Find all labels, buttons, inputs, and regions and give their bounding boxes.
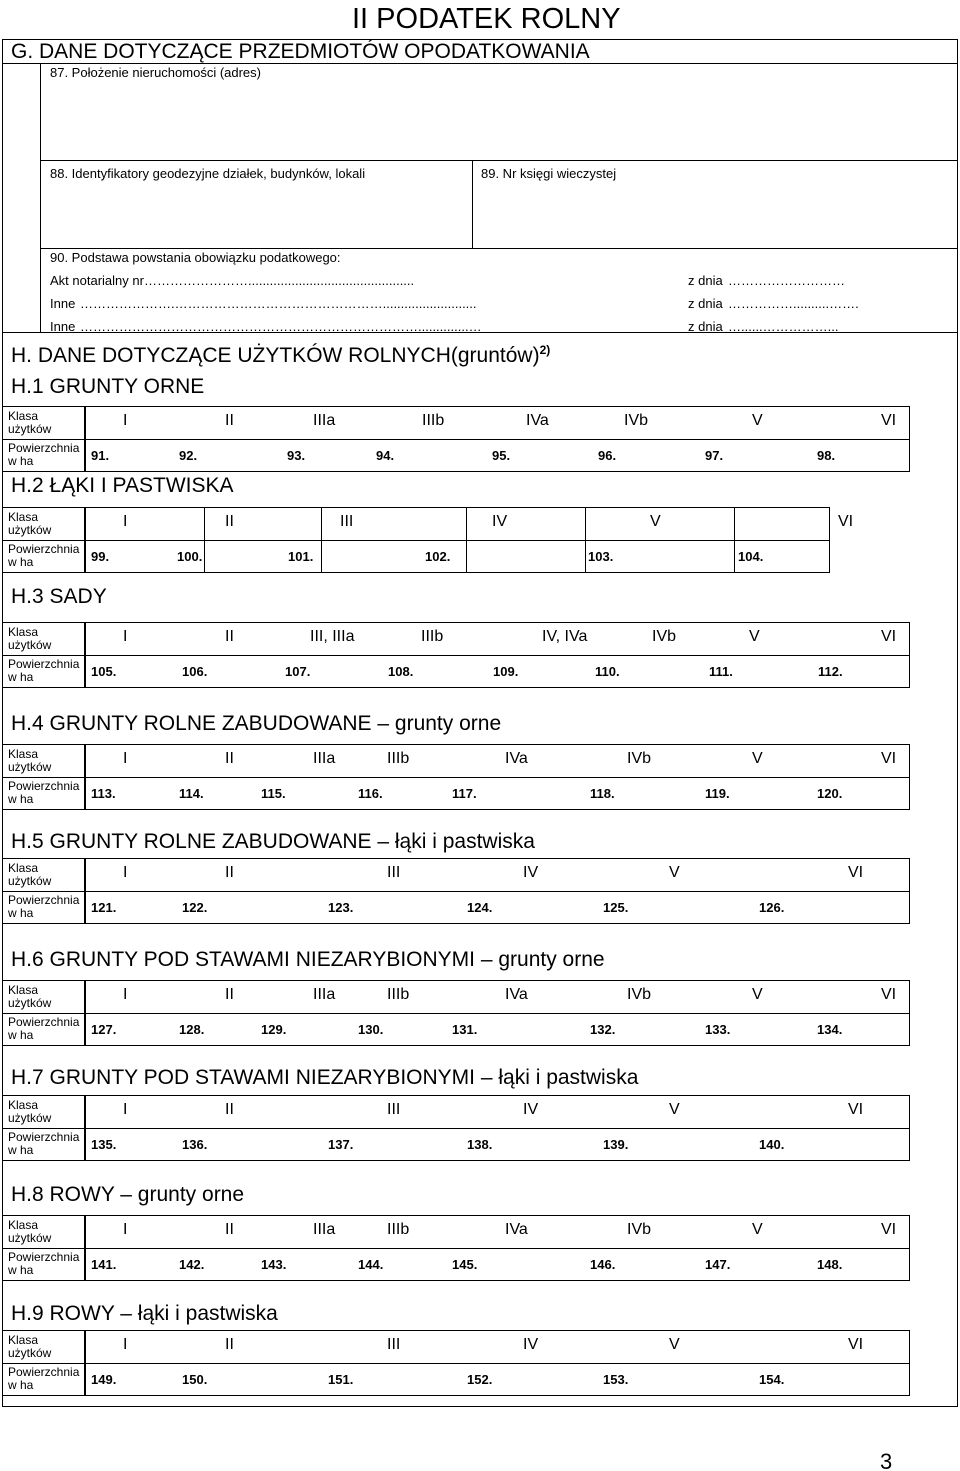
area-field[interactable]: 146. (590, 1257, 616, 1272)
basis-label: Inne (50, 319, 76, 334)
label-line: Powierzchnia (8, 1015, 80, 1029)
subsection-title: H.8 ROWY – grunty orne (11, 1183, 245, 1206)
label-line: w ha (8, 670, 34, 684)
area-field[interactable]: 114. (179, 786, 204, 801)
class-label: V (669, 1336, 680, 1353)
area-field[interactable]: 99. (91, 549, 110, 564)
klasa-label (3, 407, 85, 439)
area-field[interactable]: 112. (818, 664, 843, 679)
class-label: IVa (505, 750, 528, 767)
class-label: IV, IVa (542, 628, 588, 645)
label-line: w ha (8, 1028, 34, 1042)
area-row (85, 1363, 909, 1395)
class-label: II (225, 628, 234, 645)
area-field[interactable]: 102. (425, 549, 451, 564)
area-field[interactable]: 148. (817, 1257, 843, 1272)
field-87-input[interactable] (41, 82, 957, 158)
class-label: V (752, 750, 763, 767)
class-label: IIIa (313, 412, 336, 429)
area-field[interactable]: 152. (467, 1372, 493, 1387)
area-field[interactable]: 96. (598, 448, 617, 463)
area-field[interactable]: 150. (182, 1372, 208, 1387)
row-label-column (2, 980, 86, 1046)
label-line: użytków (8, 760, 52, 774)
field-89-label: 89. Nr księgi wieczystej (481, 166, 617, 181)
area-field[interactable]: 92. (179, 448, 198, 463)
label-line: w ha (8, 1378, 34, 1392)
basis-date-label: z dnia (688, 273, 723, 288)
label-line: użytków (8, 638, 52, 652)
label-line: w ha (8, 1263, 34, 1277)
label-line: użytków (8, 874, 52, 888)
class-label: I (123, 750, 128, 767)
powierzchnia-label (3, 891, 85, 923)
class-label: V (669, 1101, 680, 1118)
label-line: Klasa (8, 1098, 39, 1112)
subsection-title: H.9 ROWY – łąki i pastwiska (11, 1302, 278, 1325)
label-line: Powierzchnia (8, 1130, 80, 1144)
basis-line[interactable] (50, 273, 950, 291)
area-field[interactable]: 154. (759, 1372, 785, 1387)
class-row (85, 407, 909, 439)
label-line: Klasa (8, 510, 39, 524)
area-row (85, 891, 909, 923)
class-label: VI (881, 628, 897, 645)
area-field[interactable]: 122. (182, 900, 208, 915)
class-area-table (84, 406, 910, 472)
area-field[interactable]: 94. (376, 448, 395, 463)
class-area-table (84, 1095, 910, 1161)
label-line: Powierzchnia (8, 542, 80, 556)
subsection-title: H.5 GRUNTY ROLNE ZABUDOWANE – łąki i pastwiska (11, 830, 535, 853)
powierzchnia-label (3, 777, 85, 809)
basis-date-label: z dnia (688, 319, 723, 334)
area-row (85, 655, 909, 687)
class-label: II (225, 513, 234, 530)
area-field[interactable]: 115. (261, 786, 286, 801)
row-label-column (2, 858, 86, 924)
klasa-label (3, 859, 85, 891)
column-divider (734, 541, 735, 573)
class-label: VI (881, 412, 897, 429)
basis-fill: ……………………………………………………………………..............… (80, 319, 482, 334)
powierzchnia-label (3, 1013, 85, 1045)
subsection-title: H.2 ŁĄKI I PASTWISKA (11, 474, 234, 497)
area-field[interactable]: 101. (288, 549, 314, 564)
area-field[interactable]: 153. (603, 1372, 629, 1387)
area-field[interactable]: 144. (358, 1257, 384, 1272)
label-line: Klasa (8, 747, 39, 761)
basis-line[interactable] (50, 296, 950, 314)
area-field[interactable]: 111. (709, 664, 733, 679)
class-row (85, 1216, 909, 1248)
area-field[interactable]: 151. (328, 1372, 354, 1387)
basis-fill: ………………….………………………………………….......................... (80, 296, 477, 311)
class-label: VI (881, 986, 897, 1003)
class-label: IVb (624, 412, 649, 429)
class-area-table (84, 507, 854, 573)
class-label: IVb (652, 628, 677, 645)
class-label: IIIa (313, 986, 336, 1003)
area-field[interactable]: 118. (590, 786, 615, 801)
area-field[interactable]: 142. (179, 1257, 205, 1272)
powierzchnia-label (3, 1128, 85, 1160)
area-field[interactable]: 121. (91, 900, 117, 915)
field-89-input[interactable] (473, 184, 957, 246)
area-field[interactable]: 129. (261, 1022, 287, 1037)
area-field[interactable]: 138. (467, 1137, 493, 1152)
section-h-title (11, 343, 550, 368)
label-line: w ha (8, 792, 34, 806)
column-divider (321, 541, 322, 573)
area-field[interactable]: 123. (328, 900, 354, 915)
class-label: I (123, 864, 128, 881)
subsection-title: H.4 GRUNTY ROLNE ZABUDOWANE – grunty orne (11, 712, 502, 735)
class-label: III, IIIa (310, 628, 355, 645)
class-row (85, 745, 909, 777)
class-label: IV (492, 513, 508, 530)
area-field[interactable]: 137. (328, 1137, 354, 1152)
class-label: IVb (627, 1221, 652, 1238)
basis-date-fill: ……………………… (728, 273, 845, 288)
area-row (85, 439, 909, 471)
label-line: w ha (8, 555, 34, 569)
label-line: użytków (8, 1231, 52, 1245)
row-label-column (2, 622, 86, 688)
area-field[interactable]: 100. (177, 549, 203, 564)
class-label: IIIb (421, 628, 444, 645)
klasa-label (3, 508, 85, 540)
class-label: IV (523, 864, 539, 881)
label-line: użytków (8, 1111, 52, 1125)
klasa-label (3, 981, 85, 1013)
row-label-column (2, 1330, 86, 1396)
class-label: I (123, 986, 128, 1003)
class-label: I (123, 1101, 128, 1118)
class-label: IVb (627, 986, 652, 1003)
class-label: VI (848, 864, 864, 881)
class-label: V (752, 986, 763, 1003)
label-line: Powierzchnia (8, 1250, 80, 1264)
class-label: VI (881, 1221, 897, 1238)
label-line: Klasa (8, 861, 39, 875)
label-line: Klasa (8, 409, 39, 423)
class-label: IIIb (387, 986, 410, 1003)
subsection-title: H.3 SADY (11, 585, 107, 608)
class-label: III (387, 1336, 401, 1353)
powierzchnia-label (3, 1248, 85, 1280)
column-divider (585, 508, 586, 540)
class-label: II (225, 750, 234, 767)
area-field[interactable]: 128. (179, 1022, 205, 1037)
column-divider (204, 508, 205, 540)
class-label: IIIa (313, 750, 336, 767)
column-divider (466, 508, 467, 540)
area-field[interactable]: 126. (759, 900, 785, 915)
area-field[interactable]: 95. (492, 448, 511, 463)
class-row (85, 981, 909, 1013)
row-label-column (2, 744, 86, 810)
row-label-column (2, 406, 86, 472)
field-88-input[interactable] (41, 184, 471, 246)
area-field[interactable]: 133. (705, 1022, 731, 1037)
area-field[interactable]: 141. (91, 1257, 117, 1272)
row-label-column (2, 1215, 86, 1281)
class-label: V (669, 864, 680, 881)
class-label: I (123, 513, 128, 530)
label-line: Powierzchnia (8, 779, 80, 793)
area-field[interactable]: 106. (182, 664, 208, 679)
powierzchnia-label (3, 1363, 85, 1395)
page-number: 3 (880, 1449, 893, 1471)
powierzchnia-label (3, 655, 85, 687)
page-title: II PODATEK ROLNY (352, 3, 621, 35)
class-label: VI (848, 1336, 864, 1353)
class-label: VI (838, 513, 854, 530)
area-row (85, 540, 829, 572)
area-field[interactable]: 109. (493, 664, 519, 679)
klasa-label (3, 745, 85, 777)
area-field[interactable]: 139. (603, 1137, 629, 1152)
label-line: Powierzchnia (8, 1365, 80, 1379)
area-row (85, 1248, 909, 1280)
field-88-label: 88. Identyfikatory geodezyjne działek, budynków, lokali (50, 166, 366, 181)
area-field[interactable]: 113. (91, 786, 116, 801)
class-row (85, 1331, 909, 1363)
area-field[interactable]: 135. (91, 1137, 117, 1152)
class-label: IIIb (387, 1221, 410, 1238)
class-label: I (123, 1221, 128, 1238)
class-label: III (340, 513, 354, 530)
area-field[interactable]: 108. (388, 664, 414, 679)
klasa-label (3, 1331, 85, 1363)
area-field[interactable]: 93. (287, 448, 306, 463)
area-field[interactable]: 125. (603, 900, 629, 915)
class-label: IVa (526, 412, 549, 429)
label-line: użytków (8, 523, 52, 537)
class-row (85, 859, 909, 891)
label-line: użytków (8, 996, 52, 1010)
class-label: IVa (505, 1221, 528, 1238)
klasa-label (3, 1216, 85, 1248)
divider (2, 332, 958, 333)
label-line: Klasa (8, 983, 39, 997)
class-label: V (749, 628, 760, 645)
class-row (85, 508, 854, 540)
area-field[interactable]: 140. (759, 1137, 785, 1152)
label-line: Klasa (8, 625, 39, 639)
label-line: Powierzchnia (8, 893, 80, 907)
class-area-table (84, 1330, 910, 1396)
class-label: VI (881, 750, 897, 767)
field-90-label: 90. Podstawa powstania obowiązku podatkowego: (50, 250, 341, 265)
subsection-title: H.1 GRUNTY ORNE (11, 375, 205, 398)
area-field[interactable]: 143. (261, 1257, 287, 1272)
class-label: II (225, 1221, 234, 1238)
area-field[interactable]: 134. (817, 1022, 843, 1037)
label-line: w ha (8, 1143, 34, 1157)
area-field[interactable]: 131. (452, 1022, 478, 1037)
footnote-ref: 2) (539, 343, 551, 357)
area-field[interactable]: 119. (705, 786, 730, 801)
class-label: II (225, 1101, 234, 1118)
basis-label: Akt notarialny nr (50, 273, 144, 288)
class-label: IVa (505, 986, 528, 1003)
area-field[interactable]: 107. (285, 664, 311, 679)
area-field[interactable]: 130. (358, 1022, 384, 1037)
area-field[interactable]: 147. (705, 1257, 731, 1272)
class-label: II (225, 1336, 234, 1353)
area-field[interactable]: 105. (91, 664, 117, 679)
section-g-title: G. DANE DOTYCZĄCE PRZEDMIOTÓW OPODATKOWANIA (11, 40, 590, 63)
area-field[interactable]: 91. (91, 448, 110, 463)
class-area-table (84, 622, 910, 688)
area-field[interactable]: 104. (738, 549, 764, 564)
area-field[interactable]: 116. (358, 786, 383, 801)
divider (40, 160, 958, 161)
basis-date-label: z dnia (688, 296, 723, 311)
divider (2, 63, 958, 64)
class-area-table (84, 980, 910, 1046)
class-label: IIIb (422, 412, 445, 429)
area-row (85, 1128, 909, 1160)
class-label: I (123, 412, 128, 429)
class-label: III (387, 1101, 401, 1118)
basis-date-fill: …......……………... (728, 319, 839, 334)
powierzchnia-label (3, 540, 85, 572)
area-field[interactable]: 117. (452, 786, 477, 801)
class-label: VI (848, 1101, 864, 1118)
area-field[interactable]: 145. (452, 1257, 478, 1272)
area-field[interactable]: 97. (705, 448, 724, 463)
class-label: I (123, 1336, 128, 1353)
area-field[interactable]: 103. (588, 549, 614, 564)
area-row (85, 1013, 909, 1045)
klasa-label (3, 1096, 85, 1128)
area-field[interactable]: 124. (467, 900, 493, 915)
row-label-column (2, 1095, 86, 1161)
class-label: II (225, 412, 234, 429)
column-divider (321, 508, 322, 540)
column-divider (585, 541, 586, 573)
label-line: użytków (8, 422, 52, 436)
area-row (85, 777, 909, 809)
column-divider (204, 541, 205, 573)
label-line: Klasa (8, 1333, 39, 1347)
class-label: V (752, 1221, 763, 1238)
area-field[interactable]: 127. (91, 1022, 117, 1037)
label-line: Powierzchnia (8, 441, 80, 455)
class-label: V (650, 513, 661, 530)
label-line: Powierzchnia (8, 657, 80, 671)
field-87-label: 87. Położenie nieruchomości (adres) (50, 65, 261, 80)
class-label: IV (523, 1101, 539, 1118)
subsection-title: H.7 GRUNTY POD STAWAMI NIEZARYBIONYMI – łąki i pastwiska (11, 1066, 639, 1089)
divider (40, 248, 958, 249)
area-field[interactable]: 110. (595, 664, 620, 679)
basis-date-fill: ……………..........……. (728, 296, 859, 311)
class-label: IVb (627, 750, 652, 767)
column-divider (734, 508, 735, 540)
class-label: V (752, 412, 763, 429)
class-row (85, 623, 909, 655)
class-area-table (84, 744, 910, 810)
column-divider (466, 541, 467, 573)
subsection-title: H.6 GRUNTY POD STAWAMI NIEZARYBIONYMI – grunty orne (11, 948, 605, 971)
area-field[interactable]: 120. (817, 786, 843, 801)
class-label: III (387, 864, 401, 881)
basis-label: Inne (50, 296, 76, 311)
class-area-table (84, 858, 910, 924)
class-label: IIIa (313, 1221, 336, 1238)
class-label: IV (523, 1336, 539, 1353)
section-h-title-text: H. DANE DOTYCZĄCE UŻYTKÓW ROLNYCH(gruntów) (11, 344, 540, 367)
area-field[interactable]: 136. (182, 1137, 208, 1152)
label-line: w ha (8, 906, 34, 920)
basis-fill: …………………….............................................. (144, 273, 415, 288)
class-area-table (84, 1215, 910, 1281)
label-line: w ha (8, 454, 34, 468)
area-field[interactable]: 132. (590, 1022, 616, 1037)
label-line: Klasa (8, 1218, 39, 1232)
label-line: użytków (8, 1346, 52, 1360)
class-row (85, 1096, 909, 1128)
class-label: I (123, 628, 128, 645)
class-label: II (225, 864, 234, 881)
klasa-label (3, 623, 85, 655)
area-field[interactable]: 98. (817, 448, 836, 463)
powierzchnia-label (3, 439, 85, 471)
class-label: IIIb (387, 750, 410, 767)
area-field[interactable]: 149. (91, 1372, 117, 1387)
class-label: II (225, 986, 234, 1003)
basis-line[interactable] (50, 319, 950, 337)
row-label-column (2, 507, 86, 573)
